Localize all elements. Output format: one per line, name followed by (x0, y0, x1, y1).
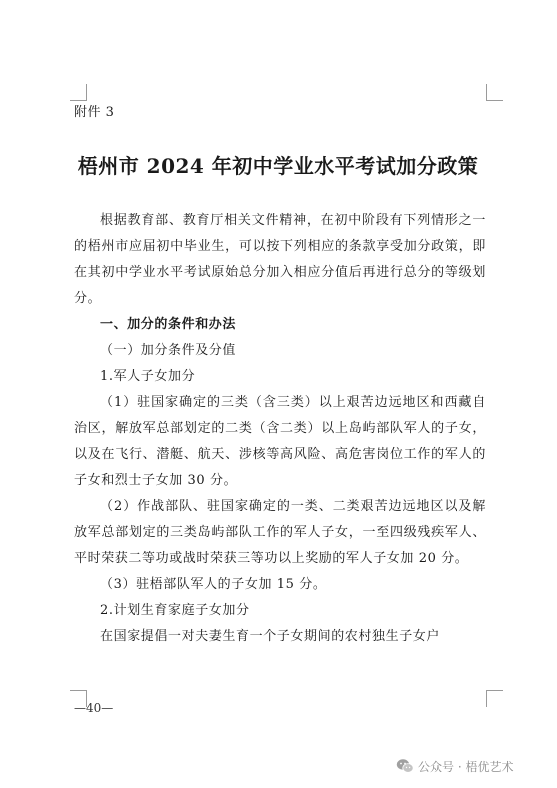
page-number: —40— (74, 701, 114, 715)
clause-paragraph: （3）驻梧部队军人的子女加 15 分。 (100, 577, 327, 592)
intro-paragraph: 根据教育部、教育厅相关文件精神，在初中阶段有下列情形之一的梧州市应届初中毕业生，可以按下列相应的条款享受加分政策，即在其初中学业水平考试原始总分加入相应分值后再进行总分的等级划分。 (74, 213, 486, 306)
clause-paragraph: （1）驻国家确定的三类（含三类）以上艰苦边远地区和西藏自治区，解放军总部划定的二类（含二类）以上岛屿部队军人的子女，以及在飞行、潜艇、航天、涉核等高风险、高危害岗位工作的军人的子女和烈士子女加 30 分。 (74, 395, 486, 488)
item-heading: 2.计划生育家庭子女加分 (100, 603, 250, 618)
subsection-heading: （一）加分条件及分值 (100, 343, 237, 358)
watermark (396, 756, 513, 776)
clause-paragraph: （2）作战部队、驻国家确定的一类、二类艰苦边远地区以及解放军总部划定的三类岛屿部队工作的军人子女，一至四级残疾军人、平时荣获二等功或战时荣获三等功以上奖励的军人子女加 20 分。 (74, 499, 486, 566)
item-heading: 1.军人子女加分 (100, 369, 196, 384)
crop-mark-top-right (486, 84, 503, 101)
watermark-text: 公众号 · 梧优艺术 (418, 759, 514, 774)
clause-paragraph: 在国家提倡一对夫妻生育一个子女期间的农村独生子女户 (100, 629, 441, 644)
attachment-label: 附件 3 (74, 105, 115, 120)
document-title: 梧州市 2024 年初中学业水平考试加分政策 (77, 154, 479, 178)
section-heading: 一、加分的条件和办法 (100, 317, 237, 332)
wechat-icon (396, 758, 414, 774)
crop-mark-top-left (70, 84, 87, 101)
document-body (74, 208, 486, 650)
crop-mark-bottom-right (486, 690, 503, 707)
